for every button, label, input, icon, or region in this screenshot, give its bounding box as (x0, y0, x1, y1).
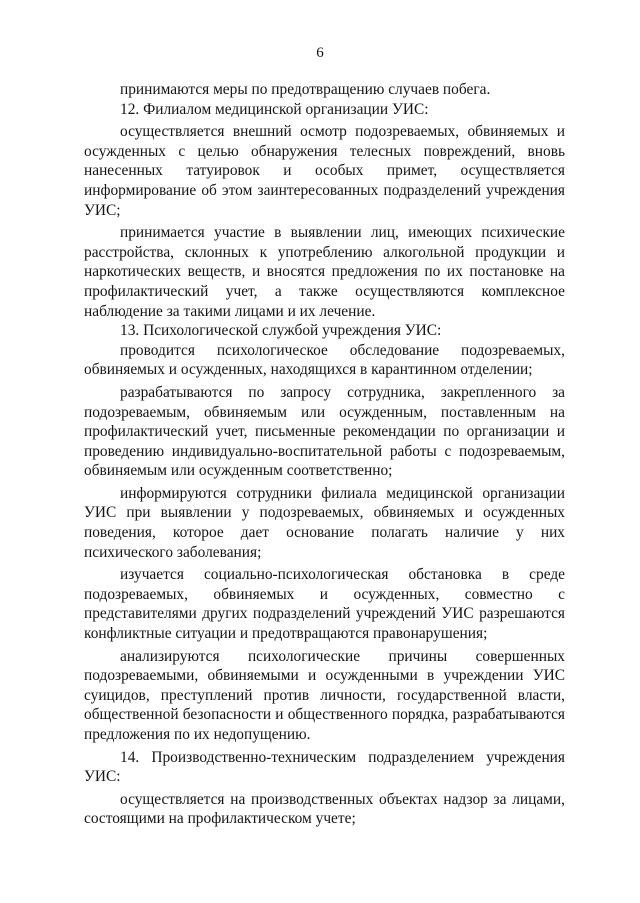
section-12-heading: 12. Филиалом медицинской организации УИС: (120, 100, 429, 118)
paragraph-recommendations: разрабатываются по запросу сотрудника, закрепленного за подозреваемым, обвиняемым или осужденным, поставленным на профилактический учет, письменные рекомендации по организации и проведению индивидуально-воспитательной работы с подозреваемым, обвиняемым или осужденным соответственно; (84, 383, 565, 480)
paragraph-escape-prevention: принимаются меры по предотвращению случаев побега. (120, 81, 491, 98)
paragraph-analysis-of-causes: анализируются психологические причины совершенных подозреваемыми, обвиняемыми и осужденными в учреждении УИС суицидов, преступлений против личности, государственной власти, общественной безопасности и общественного порядка, разрабатываются предложения по их недопущению. (84, 647, 565, 743)
page-number: 6 (316, 45, 324, 61)
paragraph-mental-disorders: принимается участие в выявлении лиц, имеющих психические расстройства, склонных к употреблению алкогольной продукции и наркотических веществ, и вносятся предложения по их постановке на профилактический учет, а также осуществляются комплексное наблюдение за такими лицами и их лечение. (84, 224, 565, 320)
paragraph-external-examination: осуществляется внешний осмотр подозреваемых, обвиняемых и осужденных с целью обнаружения телесных повреждений, вновь нанесенных татуировок и особых примет, осуществляется информирование об этом заинтересованных подразделений учреждения УИС; (84, 123, 565, 219)
paragraph-psychological-examination: проводится психологическое обследование подозреваемых, обвиняемых и осужденных, находящихся в карантинном отделении; (84, 341, 565, 379)
paragraph-socio-psychological-situation: изучается социально-психологическая обстановка в среде подозреваемых, обвиняемых и осужденных, совместно с представителями других подразделений учреждений УИС разрешаются конфликтные ситуации и предотвращаются правонарушения; (84, 566, 565, 643)
paragraph-supervision: осуществляется на производственных объектах надзор за лицами, состоящими на профилактическом учете; (84, 790, 565, 828)
section-13-heading: 13. Психологической службой учреждения УИС: (120, 322, 442, 340)
paragraph-inform-medical-staff: информируются сотрудники филиала медицинской организации УИС при выявлении у подозреваемых, обвиняемых и осужденных поведения, которое дает основание полагать наличие у них психического заболевания; (84, 484, 565, 561)
section-14-heading: 14. Производственно-техническим подразделением учреждения УИС: (84, 748, 565, 786)
document-body (84, 80, 565, 829)
